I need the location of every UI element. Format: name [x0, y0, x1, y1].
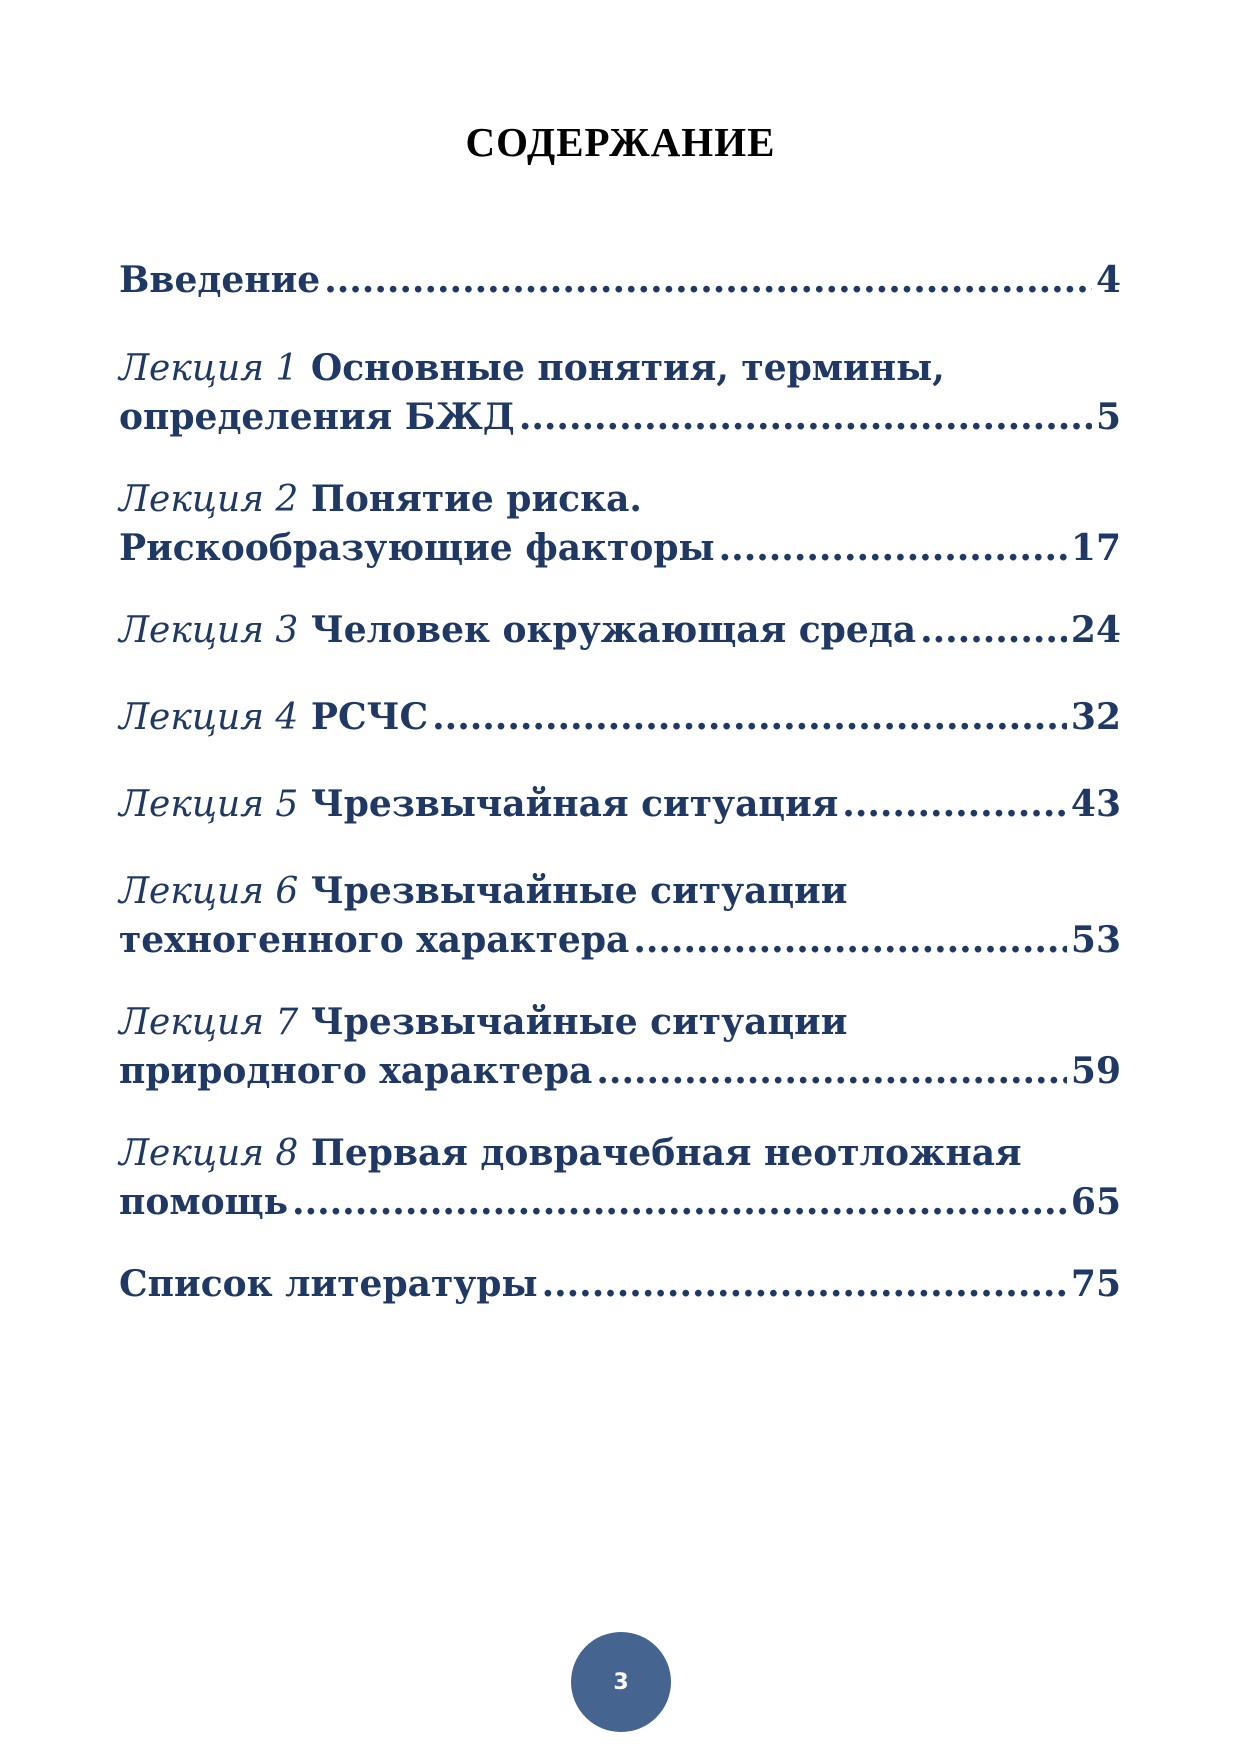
toc-entry-title-line1: Основные понятия, термины, — [310, 347, 945, 389]
dot-leader — [519, 393, 1092, 442]
toc-entry-title: Человек окружающая среда — [310, 609, 917, 651]
lecture-label: Лекция 8 — [119, 1133, 299, 1174]
lecture-label: Лекция 3 — [119, 610, 299, 651]
toc-entry-bibliography[interactable] — [119, 1260, 1121, 1309]
page-title: СОДЕРЖАНИЕ — [465, 119, 776, 165]
dot-leader — [596, 1047, 1067, 1096]
toc-entry-title-line2: техногенного характера — [119, 919, 630, 961]
lecture-label: Лекция 7 — [119, 1002, 299, 1043]
page-number: 3 — [613, 1669, 629, 1695]
toc-entry-lecture-8[interactable] — [119, 1129, 1121, 1227]
toc-entry-lecture-3[interactable] — [119, 606, 1121, 655]
toc-entry-title: Чрезвычайная ситуация — [310, 783, 839, 825]
dot-leader — [324, 256, 1092, 305]
toc-page-number: 17 — [1070, 527, 1121, 569]
toc-entry-title: Введение — [119, 259, 321, 301]
toc-page-number: 5 — [1095, 396, 1121, 438]
toc-entry-introduction[interactable] — [119, 256, 1121, 305]
toc-page-number: 75 — [1070, 1263, 1121, 1305]
lecture-label: Лекция 2 — [119, 479, 299, 520]
toc-page-number: 43 — [1070, 783, 1121, 825]
toc-entry-title-line2: Рискообразующие факторы — [119, 527, 715, 569]
toc-entry-title: РСЧС — [310, 696, 429, 738]
lecture-label: Лекция 6 — [119, 871, 299, 912]
toc-entry-title-line1: Первая доврачебная неотложная — [310, 1132, 1022, 1174]
dot-leader — [719, 524, 1067, 573]
toc-entry-lecture-2[interactable] — [119, 475, 1121, 573]
lecture-label: Лекция 5 — [119, 784, 299, 825]
dot-leader — [633, 916, 1067, 965]
toc-page-number: 32 — [1070, 696, 1121, 738]
toc-entry-lecture-4[interactable] — [119, 693, 1121, 742]
toc-page-number: 53 — [1070, 919, 1121, 961]
toc-page-number: 59 — [1070, 1050, 1121, 1092]
toc-entry-title-line1: Чрезвычайные ситуации — [310, 870, 848, 912]
toc-page-number: 4 — [1095, 259, 1121, 301]
toc-entry-title-line2: помощь — [119, 1181, 289, 1223]
page-number-badge — [571, 1632, 671, 1732]
dot-leader — [842, 780, 1067, 829]
toc-entry-title-line2: определения БЖД — [119, 396, 515, 438]
toc-entry-lecture-5[interactable] — [119, 780, 1121, 829]
toc-entry-title-line1: Понятие риска. — [310, 478, 642, 520]
lecture-label: Лекция 1 — [119, 348, 299, 389]
toc-entry-lecture-1[interactable] — [119, 344, 1121, 442]
toc-entry-title-line2: природного характера — [119, 1050, 593, 1092]
dot-leader — [292, 1178, 1067, 1227]
toc-entry-lecture-6[interactable] — [119, 867, 1121, 965]
toc-entry-title: Список литературы — [119, 1263, 538, 1305]
toc-entry-lecture-7[interactable] — [119, 998, 1121, 1096]
dot-leader — [432, 693, 1067, 742]
lecture-label: Лекция 4 — [119, 697, 299, 738]
dot-leader — [920, 606, 1067, 655]
dot-leader — [542, 1260, 1067, 1309]
toc-page-number: 24 — [1070, 609, 1121, 651]
toc-entry-title-line1: Чрезвычайные ситуации — [310, 1001, 848, 1043]
toc-page-number: 65 — [1070, 1181, 1121, 1223]
